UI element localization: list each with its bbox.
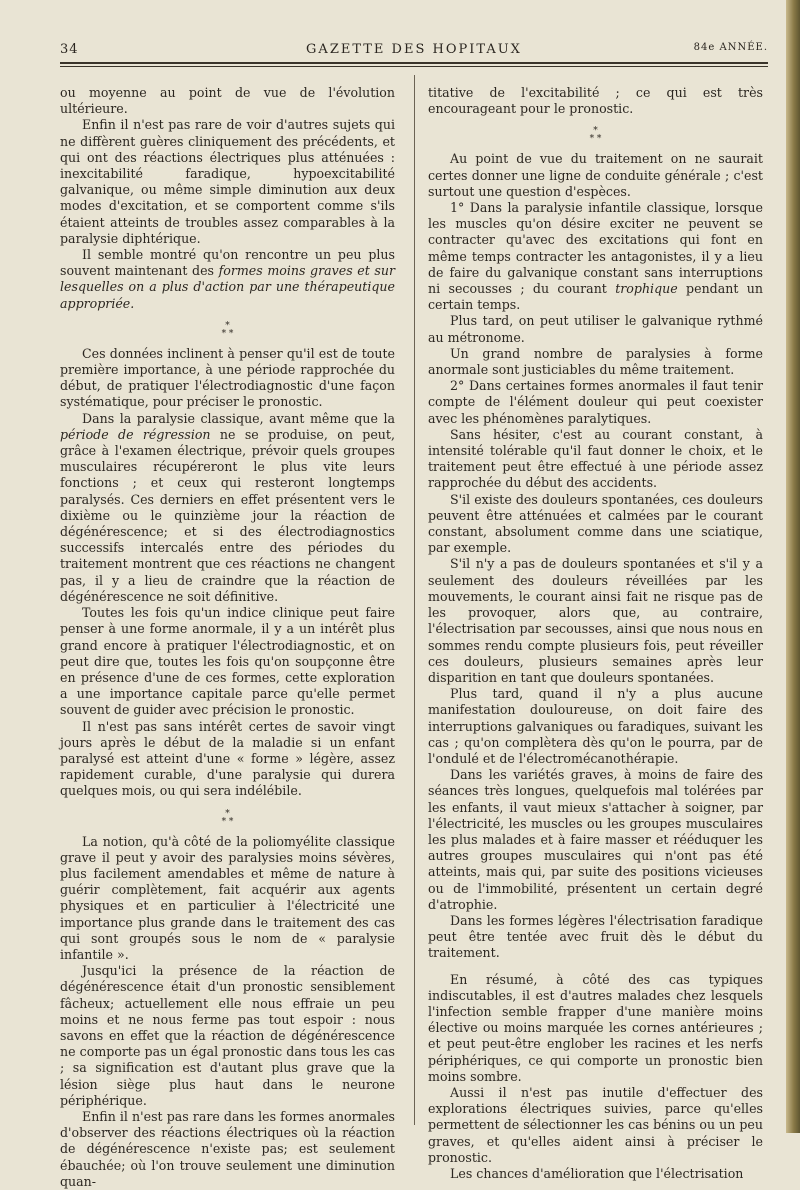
italic-text: trophique [615, 281, 678, 297]
section-asterism: * * * [589, 126, 602, 145]
italic-text: formes moins graves et sur lesquelles on a plus d'action par une thérapeutique appropriée. [60, 263, 395, 311]
paragraph: Il n'est pas sans intérêt certes de savoir vingt jours après le début de la maladie si un enfant paralysé est atteint d'une « forme » légère, assez rapidement curable, d'une paralysie qui durera quelques mois, ou qui sera indélébile. [60, 718, 395, 799]
paragraph: 2° Dans certaines formes anormales il faut tenir compte de l'élément douleur qui peut coexister avec les phénomènes paralytiques. [428, 378, 763, 426]
paragraph: 1° Dans la paralysie infantile classique, lorsque les muscles qu'on désire exciter ne peuvent se contracter qu'avec des excitations qui font en même temps contracter les antagonistes, il y a lieu de faire du galvanique constant sans interruptions ni secousses ; du courant trophique pendant un certain temps. [428, 200, 763, 313]
paragraph: La notion, qu'à côté de la poliomyélite classique grave il peut y avoir des paralysies moins sévères, plus facilement amendables et même de nature à guérir complètement, fait acquérir aux agents physiques et en particulier à l'électricité une importance plus grande dans le traitement des cas qui sont groupés sous le nom de « paralysie infantile ». [60, 833, 395, 962]
right-column [428, 85, 763, 1182]
page-number: 34 [60, 42, 79, 57]
volume-year: 84e ANNÉE. [693, 42, 768, 53]
paragraph: Un grand nombre de paralysies à forme anormale sont justiciables du même traitement. [428, 345, 763, 378]
paragraph: Les chances d'amélioration que l'électrisation [450, 1166, 744, 1181]
paragraph: ou moyenne au point de vue de l'évolution ultérieure. [60, 85, 395, 117]
paragraph: Enfin il n'est pas rare de voir d'autres sujets qui ne diffèrent guères cliniquement des précédents, et qui ont des réactions électriques plus atténuées : inexcitabilité faradique, hypoexcitabilité galvanique, ou même simple diminution aux deux modes d'excitation, et se comportent comme s'ils étaient atteints de troubles assez comparables à la paralysie diphtérique. [60, 117, 395, 246]
paragraph: Aussi il n'est pas inutile d'effectuer des explorations électriques suivies, parce qu'elles permettent de sélectionner les cas bénins ou un peu graves, et qu'elles aident ainsi à préciser le pronostic. [428, 1084, 763, 1165]
paragraph: Dans la paralysie classique, avant même que la période de régression ne se produise, on peut, grâce à l'examen électrique, prévoir quels groupes musculaires récupéreront le plus vite leurs fonctions ; et ceux qui resteront longtemps paralysés. Ces derniers en effet présentent vers le dixième ou le quinzième jour la réaction de dégénérescence; et si des électrodiagnostics successifs intercalés entre des périodes du traitement montrent que ces réactions ne changent pas, il y a lieu de craindre que la réaction de dégénérescence ne soit définitive. [60, 410, 395, 604]
paragraph: Jusqu'ici la présence de la réaction de dégénérescence était d'un pronostic sensiblement fâcheux; actuellement elle nous effraie un peu moins et ne nous ferme pas tout espoir : nous savons en effet que la réaction de dégénérescence ne comporte pas un égal pronostic dans tous les cas ; sa signification est d'autant plus grave que la lésion siège plus haut dans le neurone périphérique. [60, 963, 395, 1108]
paragraph: Plus tard, on peut utiliser le galvanique rythmé au métronome. [428, 313, 763, 345]
journal-title: GAZETTE DES HOPITAUX [306, 42, 522, 57]
paragraph: En résumé, à côté des cas typiques indiscutables, il est d'autres malades chez lesquels l'infection semble frapper d'une manière moins élective ou moins marquée les cornes antérieures ; et peut peut-être englober les racines et les nerfs périphériques, ce qui comporte un pronostic bien moins sombre. [428, 971, 763, 1084]
running-header [60, 40, 768, 60]
section-asterism: * * * [221, 808, 234, 827]
page-edge [786, 0, 800, 1133]
header-rule-thin [60, 66, 768, 67]
paragraph: S'il existe des douleurs spontanées, ces douleurs peuvent être atténuées et calmées par le courant constant, absolument comme dans une sciatique, par exemple. [428, 491, 763, 556]
paragraph: Ces données inclinent à penser qu'il est de toute première importance, à une période rapprochée du début, de pratiquer l'électrodiagnostic d'une façon systématique, pour préciser le pronostic. [60, 345, 395, 410]
paragraph: S'il n'y a pas de douleurs spontanées et s'il y a seulement des douleurs réveillées par les mouvements, le courant ainsi fait ne risque pas de les provoquer, alors que, au contraire, l'électrisation par secousses, ainsi que nous nous en sommes rendu compte plusieurs fois, peut réveiller ces douleurs, plusieurs semaines après leur disparition en tant que douleurs spontanées. [428, 556, 763, 685]
paragraph: Toutes les fois qu'un indice clinique peut faire penser à une forme anormale, il y a un intérêt plus grand encore à pratiquer l'électrodiagnostic, et on peut dire que, toutes les fois qu'on soupçonne être en présence d'une de ces formes, cette exploration a une importance capitale parce qu'elle permet souvent de guider avec précision le pronostic. [60, 605, 395, 718]
paragraph: Au point de vue du traitement on ne saurait certes donner une ligne de conduite générale ; c'est surtout une question d'espèces. [428, 151, 763, 199]
paragraph: Dans les formes légères l'électrisation faradique peut être tentée avec fruit dès le début du traitement. [428, 912, 763, 961]
section-asterism: * * * [221, 320, 234, 339]
italic-text: période de régression [60, 426, 211, 442]
column-divider [414, 75, 415, 1125]
left-column [60, 85, 395, 1190]
paragraph: Sans hésiter, c'est au courant constant, à intensité tolérable qu'il faut donner le choix, et le traitement peut être effectué à une période assez rapprochée du début des accidents. [428, 426, 763, 491]
paragraph: Il semble montré qu'on rencontre un peu plus souvent maintenant des formes moins graves et sur lesquelles on a plus d'action par une thérapeutique appropriée. [60, 247, 395, 311]
paragraph: Enfin il n'est pas rare dans les formes anormales d'observer des réactions électriques où la réaction de dégénérescence n'existe pas; est seulement ébauchée; où l'on trouve seulement une diminution quan- [60, 1108, 395, 1189]
paragraph: Plus tard, quand il n'y a plus aucune manifestation douloureuse, on doit faire des interruptions galvaniques ou faradiques, suivant les cas ; qu'on complètera dès qu'on le pourra, par de l'ondulé et de l'électromécanothérapie. [428, 686, 763, 766]
header-rule-thick [60, 62, 768, 64]
paragraph: Dans les variétés graves, à moins de faire des séances très longues, quelquefois mal tolérées par les enfants, il vaut mieux s'attacher à soigner, par l'électricité, les muscles ou les groupes musculaires les plus malades et à faire masser et rééduquer les autres groupes musculaires qui n'ont pas été atteints, mais qui, par suite des positions vicieuses ou de l'immobilité, présentent un certain degré d'atrophie. [428, 767, 763, 912]
paragraph: titative de l'excitabilité ; ce qui est très encourageant pour le pronostic. [428, 85, 763, 117]
